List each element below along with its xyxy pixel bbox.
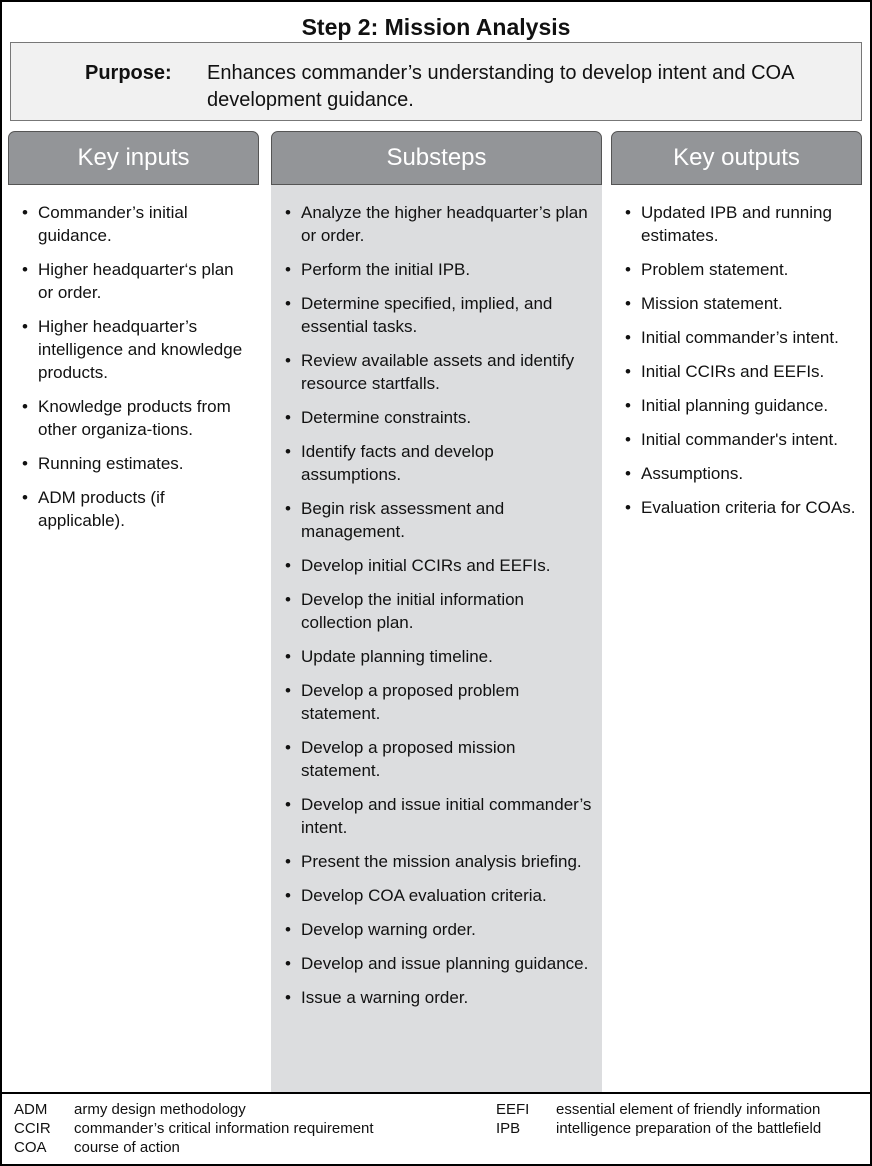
list-item: • Perform the initial IPB.: [285, 258, 592, 281]
list-item: • Develop initial CCIRs and EEFIs.: [285, 554, 592, 577]
key-inputs-header: Key inputs: [8, 131, 259, 185]
list-item: • Running estimates.: [22, 452, 249, 475]
key-outputs-column: [611, 131, 862, 530]
list-item: • Commander’s initial guidance.: [22, 201, 249, 247]
list-item: • Higher headquarter’s intelligence and knowledge products.: [22, 315, 249, 384]
list-item: • Begin risk assessment and management.: [285, 497, 592, 543]
list-item: • Develop warning order.: [285, 918, 592, 941]
substeps-column: [271, 131, 602, 1092]
legend-left: [14, 1100, 374, 1157]
legend-abbr: EEFI: [496, 1101, 530, 1118]
list-item: • Review available assets and identify resource startfalls.: [285, 349, 592, 395]
key-outputs-header: Key outputs: [611, 131, 862, 185]
list-item: • Develop COA evaluation criteria.: [285, 884, 592, 907]
list-item: • Identify facts and develop assumptions.: [285, 440, 592, 486]
legend-entry: [14, 1138, 374, 1157]
list-item: • Develop and issue planning guidance.: [285, 952, 592, 975]
list-item: • Determine constraints.: [285, 406, 592, 429]
legend-divider: [0, 1092, 872, 1094]
diagram-title: Step 2: Mission Analysis: [301, 14, 571, 40]
purpose-box: [10, 42, 862, 121]
legend-definition: intelligence preparation of the battlefield: [556, 1120, 822, 1137]
list-item: • Issue a warning order.: [285, 986, 592, 1009]
legend-definition: army design methodology: [74, 1101, 246, 1118]
list-item: • Develop and issue initial commander’s intent.: [285, 793, 592, 839]
list-item: • Update planning timeline.: [285, 645, 592, 668]
key-inputs-column: [8, 131, 259, 543]
legend-entry: [496, 1100, 821, 1119]
substeps-header: Substeps: [271, 131, 602, 185]
list-item: • Develop a proposed mission statement.: [285, 736, 592, 782]
list-item: • Updated IPB and running estimates.: [625, 201, 858, 247]
substeps-list: [285, 201, 592, 1009]
purpose-label: Purpose:: [85, 62, 172, 84]
list-item: • Assumptions.: [625, 462, 858, 485]
legend-entry: [496, 1119, 821, 1138]
list-item: • Analyze the higher headquarter’s plan or order.: [285, 201, 592, 247]
list-item: • ADM products (if applicable).: [22, 486, 249, 532]
legend-entry: [14, 1100, 374, 1119]
list-item: • Develop a proposed problem statement.: [285, 679, 592, 725]
list-item: • Determine specified, implied, and essential tasks.: [285, 292, 592, 338]
list-item: • Problem statement.: [625, 258, 858, 281]
list-item: • Initial CCIRs and EEFIs.: [625, 360, 858, 383]
key-inputs-list: [22, 201, 249, 532]
legend-definition: commander’s critical information requirement: [74, 1120, 374, 1137]
list-item: • Present the mission analysis briefing.: [285, 850, 592, 873]
list-item: • Develop the initial information collection plan.: [285, 588, 592, 634]
list-item: • Higher headquarter‘s plan or order.: [22, 258, 249, 304]
legend-definition: course of action: [74, 1139, 180, 1156]
legend-right: [496, 1100, 821, 1138]
purpose-text: Enhances commander’s understanding to develop intent and COA development guidance.: [207, 62, 794, 111]
legend-abbr: IPB: [496, 1120, 521, 1137]
list-item: • Initial commander's intent.: [625, 428, 858, 451]
legend-entry: [14, 1119, 374, 1138]
legend-abbr: ADM: [14, 1101, 48, 1118]
list-item: • Initial commander’s intent.: [625, 326, 858, 349]
legend-abbr: COA: [14, 1139, 47, 1156]
list-item: • Evaluation criteria for COAs.: [625, 496, 858, 519]
list-item: • Initial planning guidance.: [625, 394, 858, 417]
legend-definition: essential element of friendly information: [556, 1101, 821, 1118]
key-outputs-list: [625, 201, 858, 519]
legend-abbr: CCIR: [14, 1120, 51, 1137]
list-item: • Mission statement.: [625, 292, 858, 315]
list-item: • Knowledge products from other organiza-tions.: [22, 395, 249, 441]
